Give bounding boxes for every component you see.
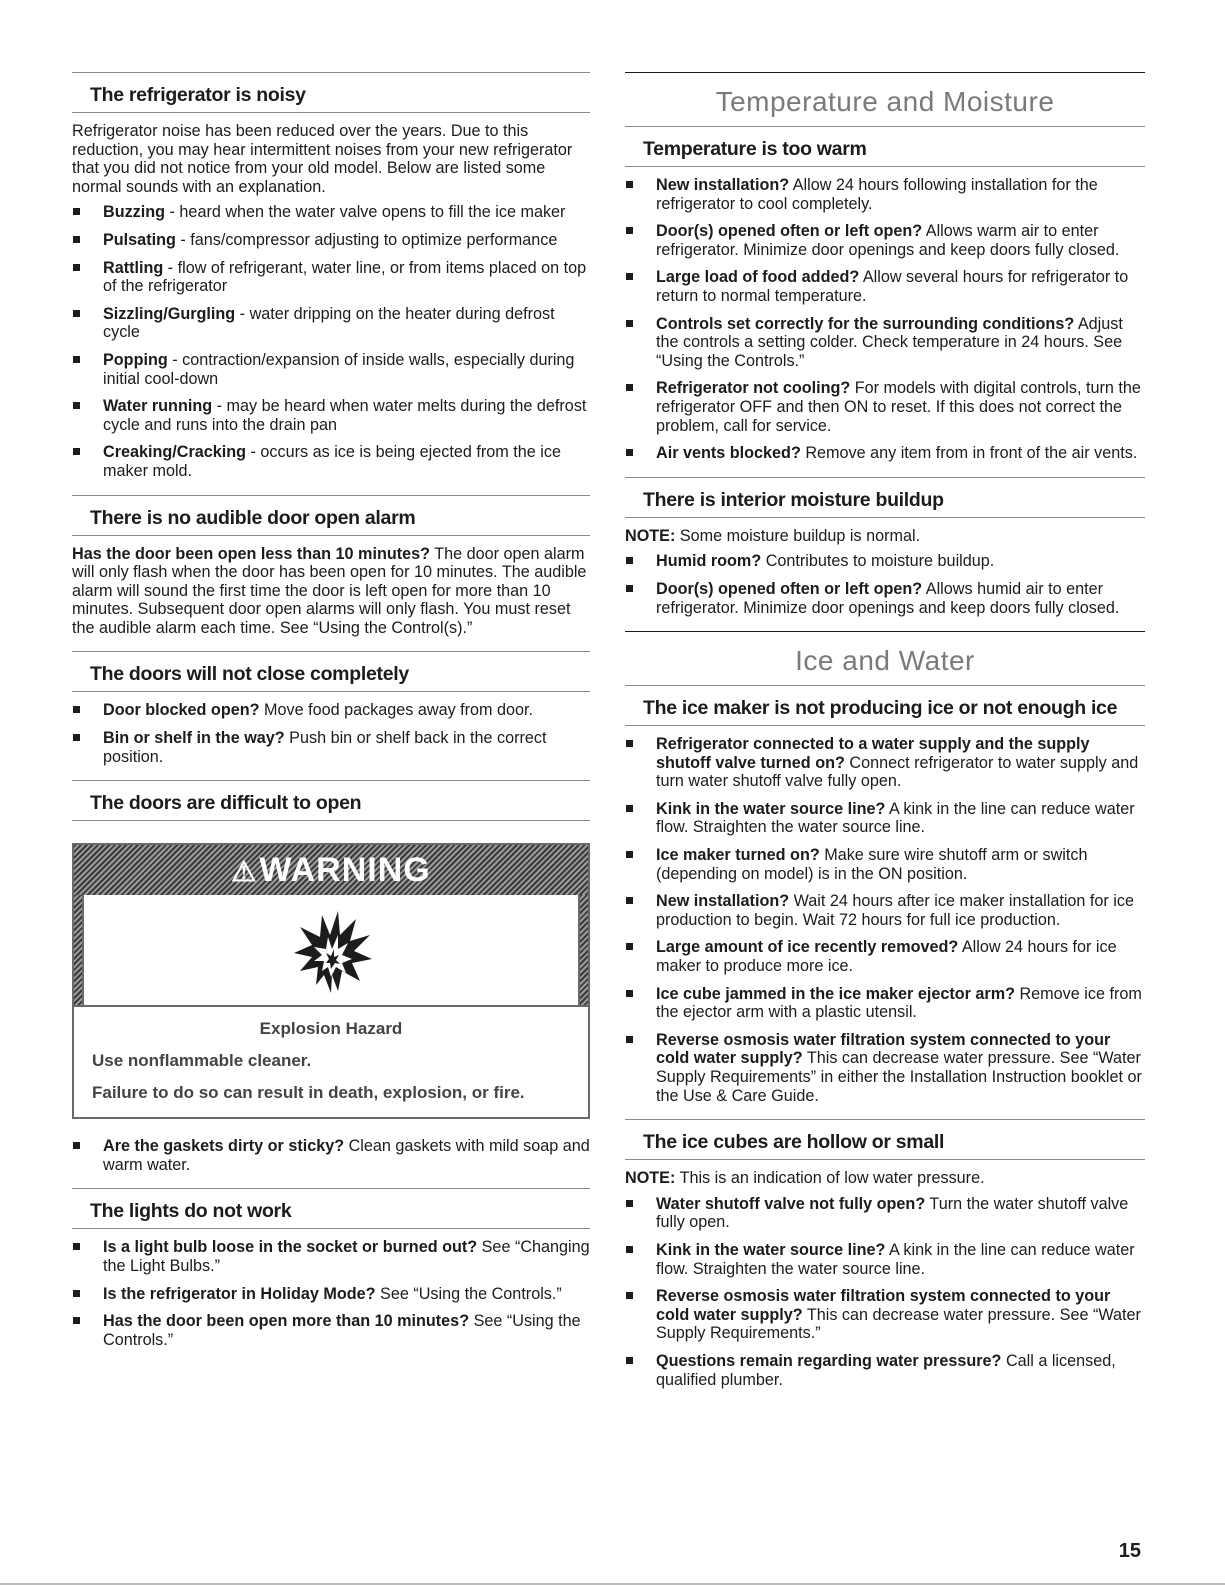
bullet-icon: [626, 449, 633, 456]
list-item: [625, 379, 1145, 435]
alarm-text: The door open alarm will only flash when the door has been open for 10 minutes. The audible alarm will sound the first time the door is left open for more than 10 minutes. Subsequent door open alarms will only flash. You must reset the audible alarm each time. See “Using the Control(s).”: [72, 544, 587, 637]
list-item: [625, 846, 1145, 883]
item-lead: Kink in the water source line?: [656, 799, 886, 818]
bullet-icon: [73, 734, 80, 741]
bullet-icon: [73, 448, 80, 455]
item-text: This can decrease water pressure. See “Water Supply Requirements.”: [656, 1305, 1141, 1343]
list-item: [72, 231, 590, 250]
bullet-icon: [626, 943, 633, 950]
bullet-icon: [73, 1317, 80, 1324]
item-lead: Refrigerator not cooling?: [656, 379, 851, 398]
bullet-icon: [626, 897, 633, 904]
hollow-list: [625, 1195, 1145, 1389]
alarm-lead: Has the door been open less than 10 minutes?: [72, 544, 430, 563]
note-text: Some moisture buildup is normal.: [675, 526, 921, 545]
list-item: [625, 176, 1145, 213]
list-item: [625, 1195, 1145, 1232]
item-lead: Air vents blocked?: [656, 444, 801, 463]
item-text: - flow of refrigerant, water line, or from items placed on top of the refrigerator: [103, 258, 587, 296]
open-list: [72, 1137, 590, 1174]
list-item: [72, 305, 590, 342]
list-item: [625, 1031, 1145, 1105]
list-item: [72, 701, 590, 720]
icemaker-list: [625, 735, 1145, 1105]
note-label: NOTE:: [625, 526, 676, 545]
item-text: Contributes to moisture buildup.: [761, 552, 995, 571]
moisture-note: [625, 527, 1145, 546]
item-lead: Water running: [103, 397, 213, 416]
heading-doors-not-close: The doors will not close completely: [72, 651, 590, 692]
list-item: [625, 1352, 1145, 1389]
item-text: Remove any item from in front of the air vents.: [800, 444, 1138, 463]
bullet-icon: [626, 557, 633, 564]
warning-line-2: Failure to do so can result in death, explosion, or fire.: [92, 1083, 525, 1103]
bullet-icon: [73, 264, 80, 271]
heading-ice-cubes-hollow: The ice cubes are hollow or small: [625, 1119, 1145, 1160]
bullet-icon: [626, 320, 633, 327]
note-label: NOTE:: [625, 1169, 676, 1188]
list-item: [625, 315, 1145, 371]
note-text: This is an indication of low water pressure.: [675, 1169, 985, 1188]
item-lead: Are the gaskets dirty or sticky?: [103, 1137, 345, 1156]
list-item: [625, 985, 1145, 1022]
item-text: Call a licensed, qualified plumber.: [656, 1351, 1116, 1389]
item-lead: Bin or shelf in the way?: [103, 729, 285, 748]
list-item: [72, 1285, 590, 1304]
item-lead: Reverse osmosis water filtration system connected to your cold water supply?: [656, 1030, 1111, 1068]
bullet-icon: [626, 227, 633, 234]
list-item: [72, 203, 590, 222]
item-text: For models with digital controls, turn the refrigerator OFF and then ON to reset. If this does not correct the problem, call for service.: [656, 379, 1141, 435]
item-lead: New installation?: [656, 176, 790, 194]
item-lead: Has the door been open more than 10 minutes?: [103, 1312, 470, 1331]
lights-list: [72, 1238, 590, 1349]
item-lead: Water shutoff valve not fully open?: [656, 1194, 926, 1213]
close-list: [72, 701, 590, 766]
list-item: [72, 1137, 590, 1174]
list-item: [625, 735, 1145, 791]
bullet-icon: [626, 273, 633, 280]
item-text: Allow 24 hours following installation for the refrigerator to cool completely.: [656, 176, 1098, 213]
warning-icon-row: [74, 895, 588, 1007]
item-text: Make sure wire shutoff arm or switch (depending on model) is in the ON position.: [656, 846, 1088, 883]
bullet-icon: [626, 1357, 633, 1364]
list-item: [72, 397, 590, 434]
list-item: [625, 1287, 1145, 1343]
item-lead: Reverse osmosis water filtration system connected to your cold water supply?: [656, 1287, 1111, 1324]
right-column: [625, 72, 1145, 1403]
item-text: - occurs as ice is being ejected from the ice maker mold.: [103, 443, 561, 480]
bullet-icon: [626, 851, 633, 858]
list-item: [72, 1238, 590, 1275]
item-text: Push bin or shelf back in the correct position.: [103, 729, 547, 766]
warning-hazard-title: Explosion Hazard: [259, 1019, 403, 1039]
list-item: [625, 892, 1145, 929]
list-item: [72, 729, 590, 766]
item-lead: Large load of food added?: [656, 268, 860, 287]
item-text: Move food packages away from door.: [259, 701, 534, 720]
item-text: A kink in the line can reduce water flow. Straighten the water source line.: [656, 799, 1135, 837]
item-text: - contraction/expansion of inside walls, especially during initial cool-down: [103, 350, 575, 388]
item-lead: Door blocked open?: [103, 701, 260, 720]
warning-triangle-icon: ⚠: [231, 855, 258, 887]
heading-doors-difficult-open: The doors are difficult to open: [72, 780, 590, 821]
item-lead: Kink in the water source line?: [656, 1240, 886, 1259]
list-item: [72, 259, 590, 296]
item-text: Wait 24 hours after ice maker installation for ice production to begin. Wait 72 hours for full ice production.: [656, 892, 1135, 929]
heading-lights-not-work: The lights do not work: [72, 1188, 590, 1229]
item-lead: Pulsating: [103, 230, 176, 249]
warning-body: [74, 1007, 588, 1117]
warning-line-1: Use nonflammable cleaner.: [92, 1051, 312, 1071]
bullet-icon: [626, 181, 633, 188]
bullet-icon: [73, 706, 80, 713]
section-ice-water: Ice and Water: [625, 631, 1145, 686]
list-item: [625, 938, 1145, 975]
heading-ice-maker-not-producing: The ice maker is not producing ice or not enough ice: [625, 686, 1145, 726]
list-item: [625, 1241, 1145, 1278]
item-text: A kink in the line can reduce water flow. Straighten the water source line.: [656, 1240, 1135, 1278]
item-text: Adjust the controls a setting colder. Check temperature in 24 hours. See “Using the Controls.”: [656, 314, 1123, 370]
bullet-icon: [626, 740, 633, 747]
list-item: [625, 222, 1145, 259]
alarm-paragraph: [72, 545, 590, 638]
list-item: [72, 351, 590, 388]
list-item: [72, 1312, 590, 1349]
item-lead: Controls set correctly for the surrounding conditions?: [656, 314, 1075, 333]
item-lead: Popping: [103, 350, 168, 369]
noisy-intro: Refrigerator noise has been reduced over the years. Due to this reduction, you may hear intermittent noises from your new refrigerator that you did not notice from your old model. Below are listed some normal sounds with an explanation.: [72, 122, 573, 196]
item-text: See “Using the Controls.”: [103, 1312, 581, 1349]
warm-list: [625, 176, 1145, 463]
item-text: - may be heard when water melts during the defrost cycle and runs into the drain pan: [103, 397, 587, 434]
item-lead: Is a light bulb loose in the socket or burned out?: [103, 1238, 478, 1257]
item-lead: Ice maker turned on?: [656, 846, 820, 865]
item-lead: New installation?: [656, 892, 790, 911]
bullet-icon: [626, 1292, 633, 1299]
item-text: - water dripping on the heater during defrost cycle: [103, 304, 555, 342]
item-text: See “Using the Controls.”: [375, 1284, 562, 1303]
item-lead: Door(s) opened often or left open?: [656, 579, 923, 598]
item-text: Turn the water shutoff valve fully open.: [656, 1194, 1129, 1232]
item-text: Allows warm air to enter refrigerator. Minimize door openings and keep doors fully closed.: [656, 222, 1120, 259]
explosion-icon: [286, 905, 376, 995]
heading-interior-moisture: There is interior moisture buildup: [625, 477, 1145, 518]
list-item: [625, 580, 1145, 617]
bullet-icon: [626, 1200, 633, 1207]
warning-header: [74, 845, 588, 895]
heading-refrigerator-noisy: The refrigerator is noisy: [72, 72, 590, 113]
item-text: Connect refrigerator to water supply and turn water shutoff valve fully open.: [656, 753, 1139, 791]
page-number: 15: [1118, 1540, 1141, 1562]
item-text: Clean gaskets with mild soap and warm water.: [103, 1137, 590, 1174]
heading-no-audible-alarm: There is no audible door open alarm: [72, 495, 590, 536]
bullet-icon: [73, 356, 80, 363]
item-text: Remove ice from the ejector arm with a plastic utensil.: [656, 984, 1142, 1022]
item-text: Allows humid air to enter refrigerator. Minimize door openings and keep doors fully closed.: [656, 579, 1120, 617]
item-lead: Ice cube jammed in the ice maker ejector arm?: [656, 984, 1015, 1003]
item-lead: Refrigerator connected to a water supply and the supply shutoff valve turned on?: [656, 735, 1090, 772]
bullet-icon: [626, 805, 633, 812]
heading-temperature-too-warm: Temperature is too warm: [625, 127, 1145, 167]
item-lead: Questions remain regarding water pressure?: [656, 1351, 1002, 1370]
bullet-icon: [626, 585, 633, 592]
noisy-list: [72, 203, 590, 480]
warning-box: [72, 843, 590, 1119]
item-lead: Door(s) opened often or left open?: [656, 222, 923, 241]
list-item: [625, 800, 1145, 837]
bullet-icon: [73, 208, 80, 215]
item-text: Allow 24 hours for ice maker to produce more ice.: [656, 938, 1117, 976]
bullet-icon: [73, 310, 80, 317]
list-item: [625, 268, 1145, 305]
item-text: This can decrease water pressure. See “Water Supply Requirements” in either the Installation Instruction booklet or the Use & Care Guide.: [656, 1049, 1142, 1105]
bullet-icon: [73, 1290, 80, 1297]
item-lead: Creaking/Cracking: [103, 443, 247, 462]
section-temperature-moisture: Temperature and Moisture: [625, 72, 1145, 127]
moisture-list: [625, 552, 1145, 617]
explosion-icon-area: [82, 895, 580, 1005]
list-item: [72, 443, 590, 480]
item-text: - heard when the water valve opens to fill the ice maker: [165, 203, 566, 222]
item-lead: Rattling: [103, 258, 164, 277]
item-lead: Is the refrigerator in Holiday Mode?: [103, 1284, 376, 1303]
bullet-icon: [73, 402, 80, 409]
list-item: [625, 552, 1145, 571]
left-column: [72, 72, 590, 1363]
bullet-icon: [73, 1243, 80, 1250]
list-item: [625, 444, 1145, 463]
bullet-icon: [626, 1246, 633, 1253]
item-lead: Sizzling/Gurgling: [103, 304, 236, 323]
bullet-icon: [73, 236, 80, 243]
item-text: See “Changing the Light Bulbs.”: [103, 1238, 590, 1276]
item-lead: Buzzing: [103, 203, 166, 222]
item-lead: Humid room?: [656, 552, 762, 571]
bullet-icon: [626, 1036, 633, 1043]
warning-label: ⚠WARNING: [231, 850, 431, 889]
item-text: Allow several hours for refrigerator to return to normal temperature.: [656, 268, 1129, 305]
item-text: - fans/compressor adjusting to optimize performance: [175, 230, 558, 249]
bullet-icon: [73, 1142, 80, 1149]
item-lead: Large amount of ice recently removed?: [656, 938, 959, 957]
bullet-icon: [626, 384, 633, 391]
hollow-note: [625, 1169, 1145, 1188]
bullet-icon: [626, 990, 633, 997]
